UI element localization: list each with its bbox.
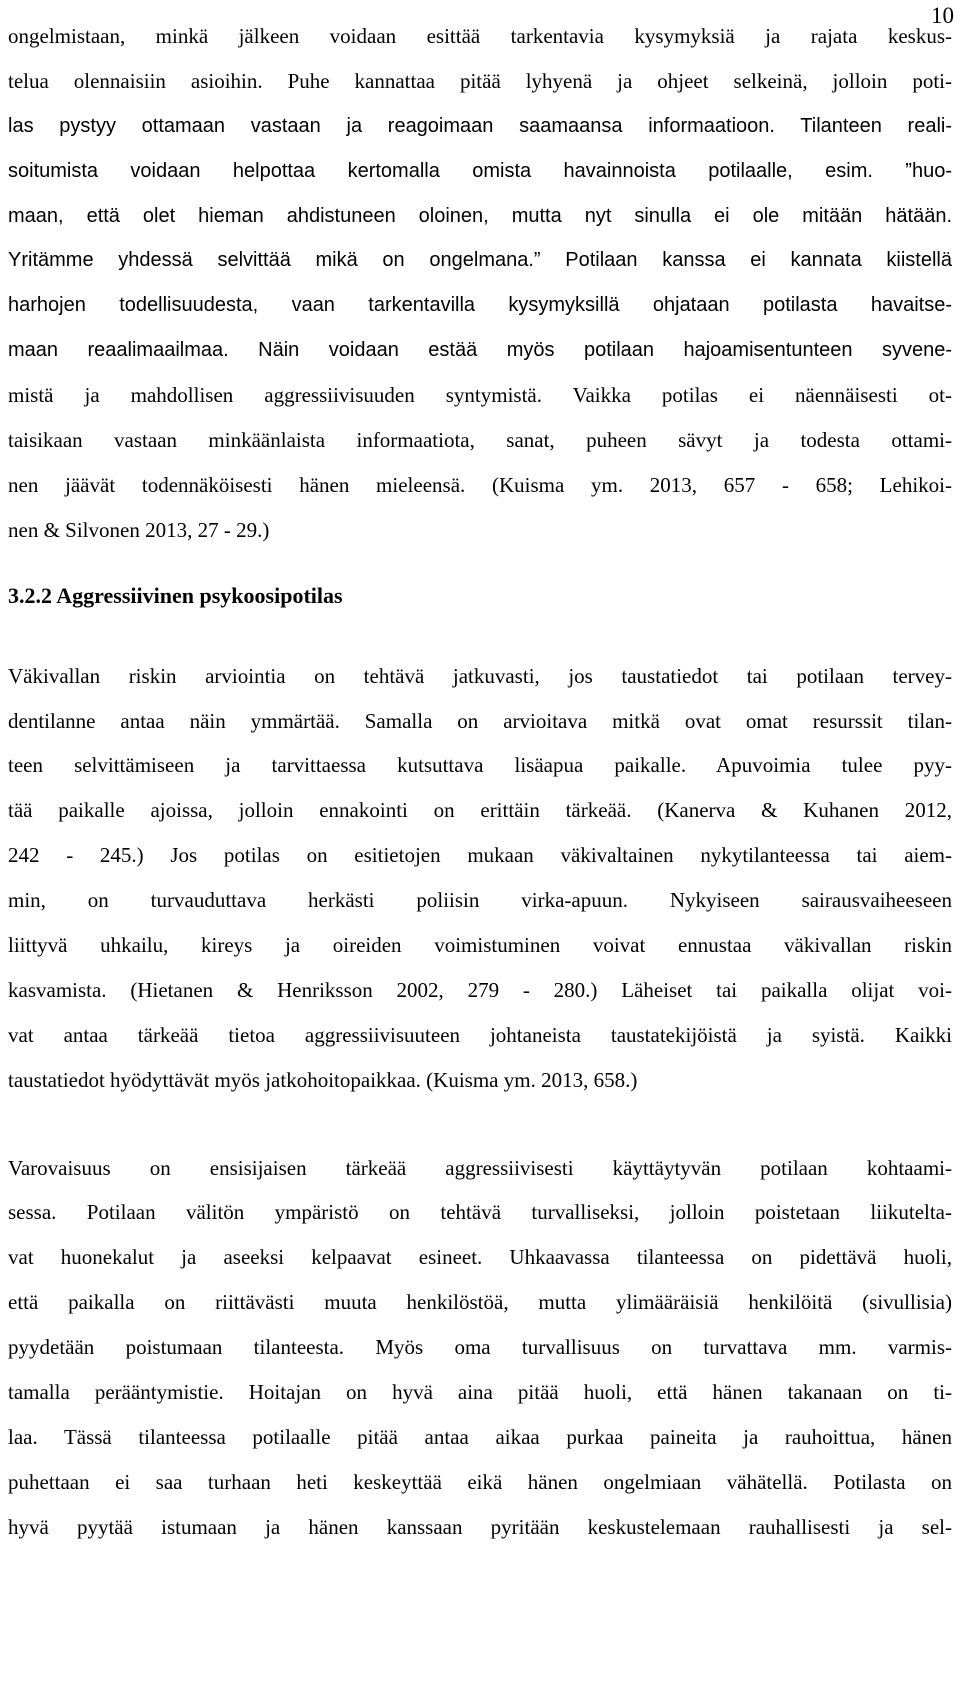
text-line: että paikalla on riittävästi muuta henkilöstöä, mutta ylimääräisiä henkilöitä (sivullisia) <box>8 1290 952 1315</box>
text-line: maan, että olet hieman ahdistuneen oloinen, mutta nyt sinulla ei ole mitään hätään. <box>8 204 952 227</box>
section-heading: 3.2.2 Aggressiivinen psykoosipotilas <box>8 582 343 608</box>
text-line: ongelmistaan, minkä jälkeen voidaan esittää tarkentavia kysymyksiä ja rajata keskus- <box>8 24 952 48</box>
text-line: vat antaa tärkeää tietoa aggressiivisuuteen johtaneista taustatekijöistä ja syistä. Kaikki <box>8 1022 952 1047</box>
text-line: Yritämme yhdessä selvittää mikä on ongelmana.” Potilaan kanssa ei kannata kiistellä <box>8 249 952 272</box>
text-line: pyydetään poistumaan tilanteesta. Myös oma turvallisuus on turvattava mm. varmis- <box>8 1335 952 1360</box>
text-line: harhojen todellisuudesta, vaan tarkentavilla kysymyksillä ohjataan potilasta havaitse- <box>8 294 952 317</box>
text-line: taustatiedot hyödyttävät myös jatkohoitopaikkaa. (Kuisma ym. 2013, 658.) <box>8 1067 638 1092</box>
text-line: 242 - 245.) Jos potilas on esitietojen mukaan väkivaltainen nykytilanteessa tai aiem- <box>8 843 952 868</box>
text-line: maan reaalimaailmaa. Näin voidaan estää myös potilaan hajoamisentunteen syvene- <box>8 339 952 362</box>
paragraph-1 <box>8 14 952 553</box>
paragraph-3 <box>8 1146 952 1550</box>
text-line: tää paikalle ajoissa, jolloin ennakointi on erittäin tärkeää. (Kanerva & Kuhanen 2012, <box>8 798 952 823</box>
text-line: tamalla perääntymistie. Hoitajan on hyvä aina pitää huoli, että hänen takanaan on ti- <box>8 1380 952 1405</box>
paragraph-2 <box>8 654 952 1103</box>
text-line: Väkivallan riskin arviointia on tehtävä jatkuvasti, jos taustatiedot tai potilaan tervey- <box>8 663 952 688</box>
text-line: hyvä pyytää istumaan ja hänen kanssaan pyritään keskustelemaan rauhallisesti ja sel- <box>8 1514 952 1539</box>
text-line: las pystyy ottamaan vastaan ja reagoimaan saamaansa informaatioon. Tilanteen reali- <box>8 114 952 137</box>
text-line: puhettaan ei saa turhaan heti keskeyttää eikä hänen ongelmiaan vähätellä. Potilasta on <box>8 1469 952 1494</box>
page-number: 10 <box>931 3 954 28</box>
text-line: kasvamista. (Hietanen & Henriksson 2002, 279 - 280.) Läheiset tai paikalla olijat voi- <box>8 977 952 1002</box>
document-body <box>8 14 952 1550</box>
text-line: laa. Tässä tilanteessa potilaalle pitää antaa aikaa purkaa paineita ja rauhoittua, hänen <box>8 1424 952 1449</box>
text-line: telua olennaisiin asioihin. Puhe kannattaa pitää lyhyenä ja ohjeet selkeinä, jolloin poti- <box>8 68 952 93</box>
text-line: teen selvittämiseen ja tarvittaessa kutsuttava lisäapua paikalle. Apuvoimia tulee pyy- <box>8 753 952 778</box>
text-line: Varovaisuus on ensisijaisen tärkeää aggressiivisesti käyttäytyvän potilaan kohtaami- <box>8 1155 952 1180</box>
text-line: nen & Silvonen 2013, 27 - 29.) <box>8 517 270 542</box>
text-line: mistä ja mahdollisen aggressiivisuuden syntymistä. Vaikka potilas ei näennäisesti ot- <box>8 383 952 408</box>
text-line: taisikaan vastaan minkäänlaista informaatiota, sanat, puheen sävyt ja todesta ottami- <box>8 428 952 453</box>
text-line: liittyvä uhkailu, kireys ja oireiden voimistuminen voivat ennustaa väkivallan riskin <box>8 933 952 958</box>
text-line: nen jäävät todennäköisesti hänen mieleensä. (Kuisma ym. 2013, 657 - 658; Lehikoi- <box>8 472 952 497</box>
text-line: vat huonekalut ja aseeksi kelpaavat esineet. Uhkaavassa tilanteessa on pidettävä huoli, <box>8 1245 952 1270</box>
text-line: soitumista voidaan helpottaa kertomalla omista havainnoista potilaalle, esim. ”huo- <box>8 159 952 182</box>
text-line: min, on turvauduttava herkästi poliisin virka-apuun. Nykyiseen sairausvaiheeseen <box>8 888 952 913</box>
text-line: dentilanne antaa näin ymmärtää. Samalla on arvioitava mitkä ovat omat resurssit tilan- <box>8 708 952 733</box>
text-line: sessa. Potilaan välitön ympäristö on tehtävä turvalliseksi, jolloin poistetaan liikutelta- <box>8 1200 952 1225</box>
